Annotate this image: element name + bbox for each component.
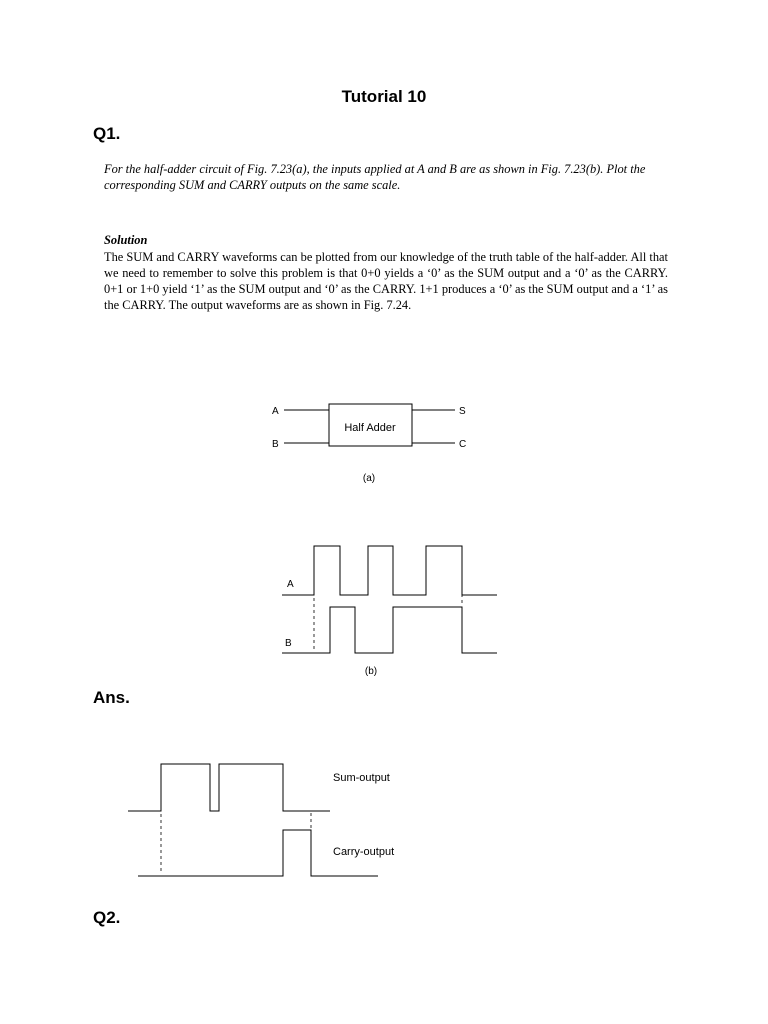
output-s-label: S xyxy=(459,406,466,417)
input-a-label: A xyxy=(272,406,279,417)
waveform-b-label: B xyxy=(285,638,292,649)
solution-text: The SUM and CARRY waveforms can be plotted from our knowledge of the truth table of the half-adder. All that we need to remember to solve this problem is that 0+0 yields a ‘0’ as the SUM output and a ‘0’ as the CARRY. 0+1 or 1+0 yield ‘1’ as the SUM output and ‘0’ as the CARRY. 1+1 produces a ‘0’ as the SUM output and a ‘1’ as the CARRY. The output waveforms are as shown in Fig. 7.24. xyxy=(104,250,668,312)
sum-output-waveform xyxy=(128,764,330,811)
figure-a-caption: (a) xyxy=(362,473,376,484)
ans-heading: Ans. xyxy=(93,688,130,707)
sum-output-label: Sum-output xyxy=(333,772,390,784)
half-adder-label: Half Adder xyxy=(344,422,396,434)
output-c-label: C xyxy=(459,439,467,450)
solution-label: Solution xyxy=(104,233,148,247)
waveform-a-label: A xyxy=(287,579,294,590)
q1-heading: Q1. xyxy=(93,124,121,143)
carry-output-label: Carry-output xyxy=(333,846,395,858)
input-b-label: B xyxy=(272,439,279,450)
question-text: For the half-adder circuit of Fig. 7.23(a), the inputs applied at A and B are as shown in Fig. 7.23(b). Plot the corresponding SUM and CARRY outputs on the same scale. xyxy=(104,162,646,192)
q2-heading: Q2. xyxy=(93,908,121,927)
page-title: Tutorial 10 xyxy=(341,87,427,106)
figure-b-caption: (b) xyxy=(364,666,378,677)
